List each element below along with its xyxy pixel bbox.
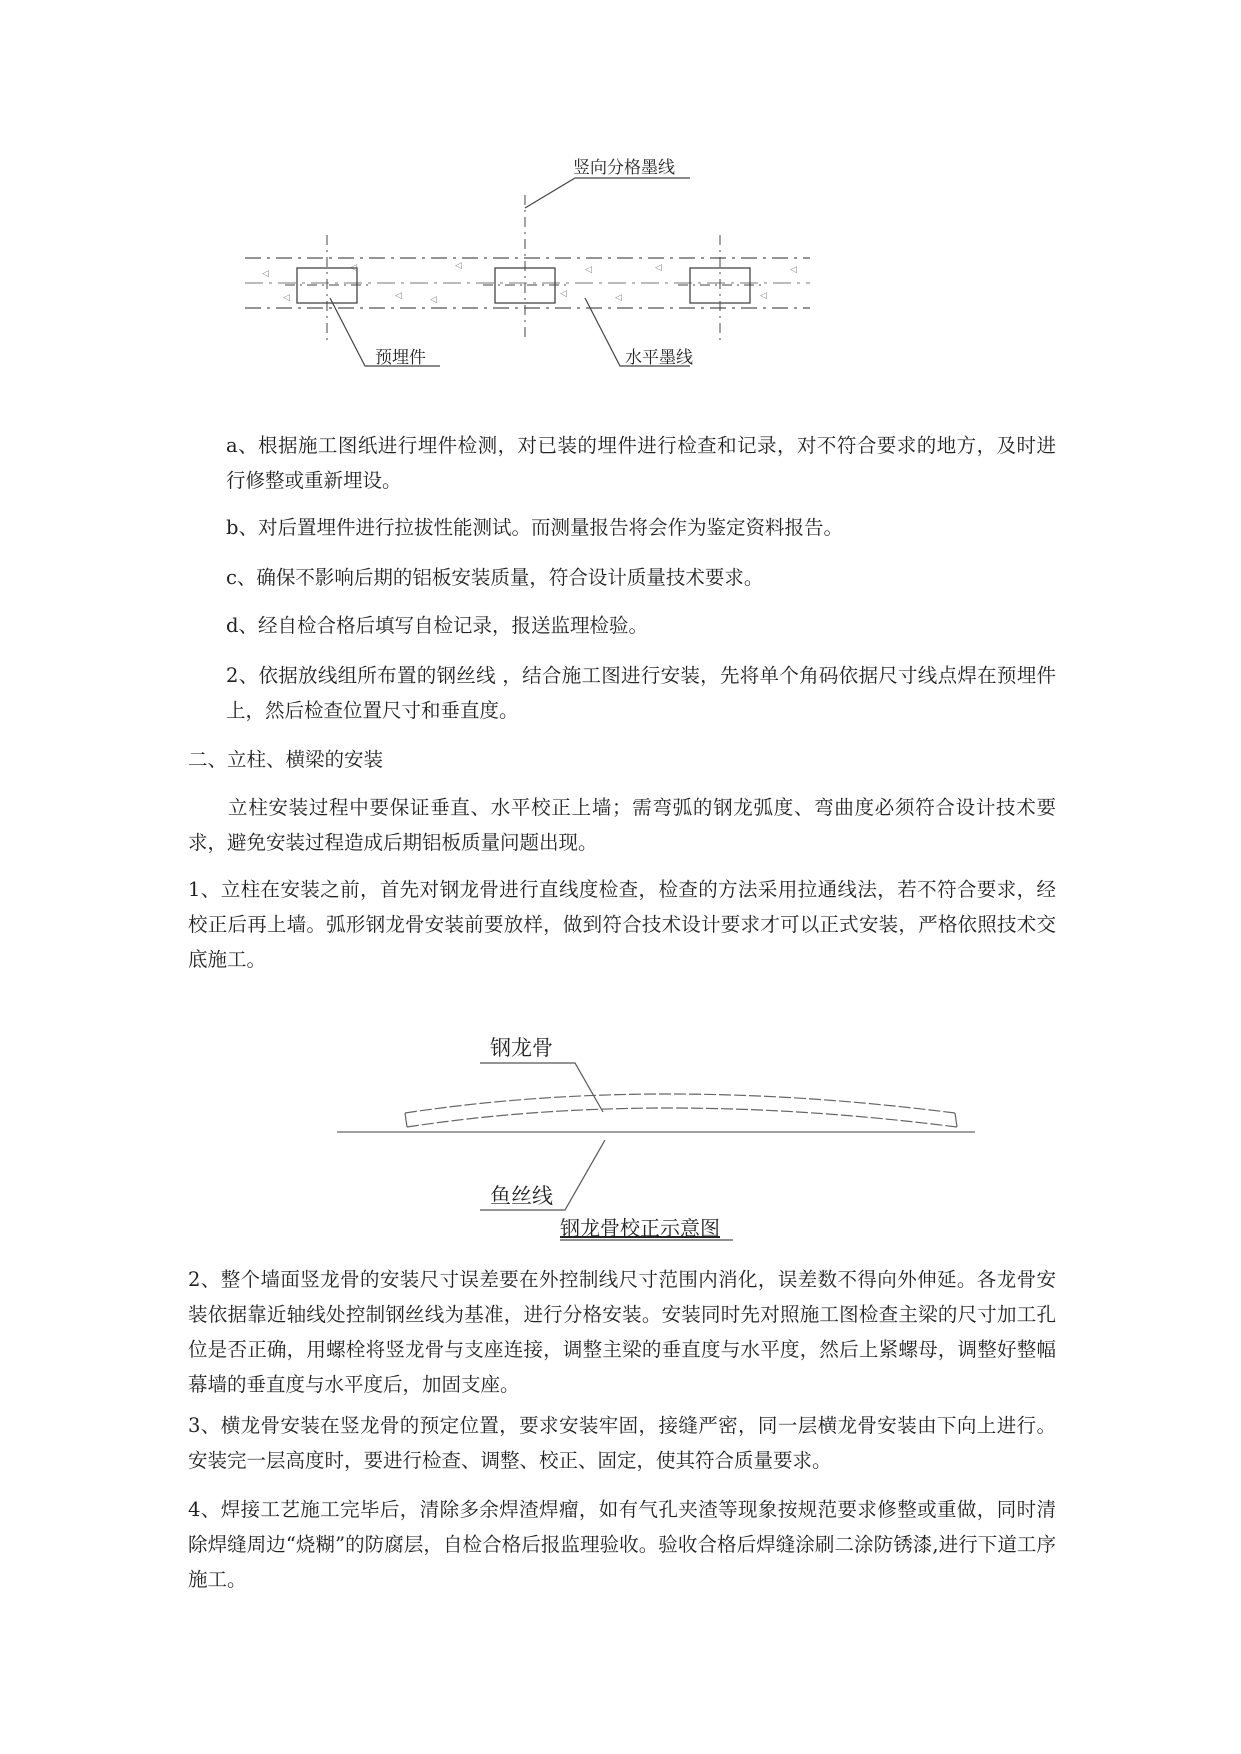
steel-keel-label: 钢龙骨 bbox=[490, 1036, 553, 1060]
paragraph-c: c、确保不影响后期的铝板安装质量，符合设计质量技术要求。 bbox=[226, 566, 764, 589]
intro-paragraph: 立柱安装过程中要保证垂直、水平校正上墙；需弯弧的钢龙弧度、弯曲度必须符合设计技术要求，避免安装过程造成后期铝板质量问题出现。 bbox=[188, 796, 1056, 854]
svg-text:◁: ◁ bbox=[760, 291, 767, 301]
svg-text:◁: ◁ bbox=[430, 295, 437, 305]
svg-text:◁: ◁ bbox=[615, 293, 622, 303]
svg-text:◁: ◁ bbox=[395, 291, 402, 301]
svg-text:◁: ◁ bbox=[262, 269, 269, 279]
section-heading: 二、立柱、横梁的安装 bbox=[188, 748, 384, 771]
paragraph-d: d、经自检合格后填写自检记录，报送监理检验。 bbox=[226, 614, 648, 637]
fishing-line-label: 鱼丝线 bbox=[490, 1184, 553, 1208]
paragraph-b: b、对后置埋件进行拉拔性能测试。而测量报告将会作为鉴定资料报告。 bbox=[226, 516, 843, 539]
paragraph-1: 1、立柱在安装之前，首先对钢龙骨进行直线度检查，检查的方法采用拉通线法，若不符合要求，经校正后再上墙。弧形钢龙骨安装前要放样，做到符合技术设计要求才可以正式安装，严格依照技术交底施工。 bbox=[188, 878, 1056, 971]
vertical-grid-line-label: 竖向分格墨线 bbox=[573, 158, 675, 178]
svg-text:◁: ◁ bbox=[655, 263, 662, 273]
paragraph-2b: 2、整个墙面竖龙骨的安装尺寸误差要在外控制线尺寸范围内消化，误差数不得向外伸延。各龙骨安装依据靠近轴线处控制钢丝线为基准，进行分格安装。安装同时先对照施工图检查主梁的尺寸加工孔位是否正确，用螺栓将竖龙骨与支座连接，调整主梁的垂直度与水平度，然后上紧螺母，调整好整幅幕墙的垂直度与水平度后，加固支座。 bbox=[188, 1268, 1056, 1396]
embedded-part-label: 预埋件 bbox=[375, 348, 426, 368]
svg-text:◁: ◁ bbox=[455, 261, 462, 271]
svg-text:◁: ◁ bbox=[585, 265, 592, 275]
svg-text:◁: ◁ bbox=[350, 263, 357, 273]
paragraph-2: 2、依据放线组所布置的钢丝线 ，结合施工图进行安装，先将单个角码依据尺寸线点焊在预埋件上，然后检查位置尺寸和垂直度。 bbox=[226, 664, 1056, 722]
svg-text:◁: ◁ bbox=[790, 265, 797, 275]
paragraph-4: 4、焊接工艺施工完毕后，清除多余焊渣焊瘤，如有气孔夹渣等现象按规范要求修整或重做，同时清除焊缝周边“烧糊”的防腐层，自检合格后报监理验收。验收合格后焊缝涂刷二涂防锈漆,进行下道工序施工。 bbox=[188, 1498, 1056, 1591]
figure-caption: 钢龙骨校正示意图 bbox=[560, 1216, 720, 1240]
svg-text:◁: ◁ bbox=[283, 293, 290, 303]
horizontal-line-label: 水平墨线 bbox=[625, 348, 693, 368]
paragraph-3: 3、横龙骨安装在竖龙骨的预定位置，要求安装牢固，接缝严密，同一层横龙骨安装由下向上进行。安装完一层高度时，要进行检查、调整、校正、固定，使其符合质量要求。 bbox=[188, 1414, 1056, 1472]
embedded-parts-diagram bbox=[0, 0, 1241, 400]
paragraph-a: a、根据施工图纸进行埋件检测，对已装的埋件进行检查和记录，对不符合要求的地方，及时进行修整或重新埋设。 bbox=[226, 434, 1056, 492]
svg-text:◁: ◁ bbox=[560, 289, 567, 299]
